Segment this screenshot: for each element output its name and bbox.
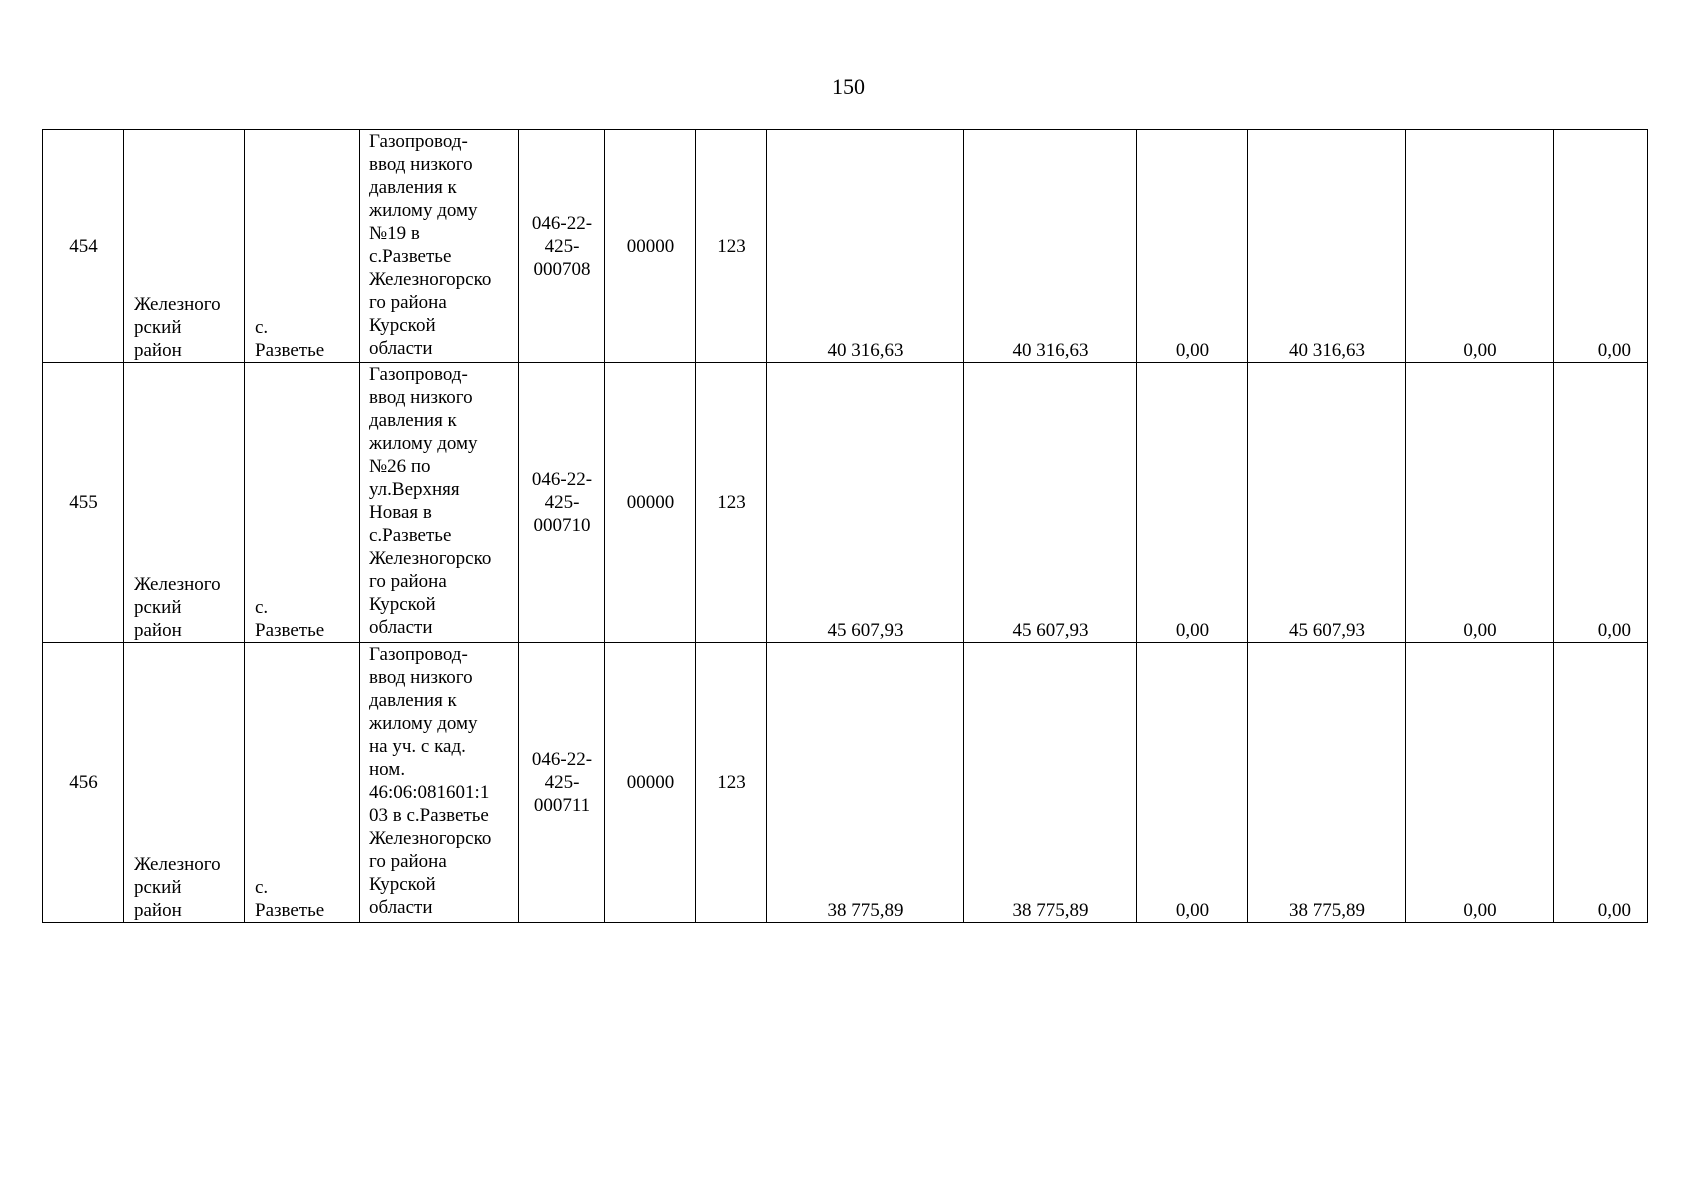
cell-okato: 00000	[605, 643, 696, 923]
assets-table	[42, 129, 1648, 923]
cell-district: Железного рский район	[124, 130, 245, 363]
page-number: 150	[832, 74, 865, 99]
cell-value-2: 38 775,89	[964, 643, 1137, 923]
cell-description: Газопровод- ввод низкого давления к жилому дому на уч. с кад. ном. 46:06:081601:1 03 в с.Разветье Железногорско го района Курской области	[360, 643, 519, 923]
cell-value-3: 0,00	[1137, 130, 1248, 363]
table-row	[43, 130, 1648, 363]
cell-okato: 00000	[605, 363, 696, 643]
cell-value-1: 38 775,89	[767, 643, 964, 923]
table-row	[43, 643, 1648, 923]
cell-value-4: 38 775,89	[1248, 643, 1406, 923]
cell-value-4: 40 316,63	[1248, 130, 1406, 363]
table-row	[43, 363, 1648, 643]
cell-value-2: 40 316,63	[964, 130, 1137, 363]
cell-kbk: 123	[696, 363, 767, 643]
cell-code: 046-22- 425- 000708	[519, 130, 605, 363]
cell-value-2: 45 607,93	[964, 363, 1137, 643]
cell-description: Газопровод- ввод низкого давления к жилому дому №19 в с.Разветье Железногорско го района Курской области	[360, 130, 519, 363]
cell-value-4: 45 607,93	[1248, 363, 1406, 643]
cell-okato: 00000	[605, 130, 696, 363]
cell-value-6: 0,00	[1554, 643, 1648, 923]
cell-number: 454	[43, 130, 124, 363]
cell-value-1: 45 607,93	[767, 363, 964, 643]
cell-locality: с. Разветье	[245, 643, 360, 923]
cell-locality: с. Разветье	[245, 363, 360, 643]
cell-number: 455	[43, 363, 124, 643]
cell-value-5: 0,00	[1406, 643, 1554, 923]
cell-district: Железного рский район	[124, 643, 245, 923]
cell-kbk: 123	[696, 130, 767, 363]
cell-value-6: 0,00	[1554, 130, 1648, 363]
cell-locality: с. Разветье	[245, 130, 360, 363]
cell-kbk: 123	[696, 643, 767, 923]
cell-value-6: 0,00	[1554, 363, 1648, 643]
cell-district: Железного рский район	[124, 363, 245, 643]
cell-code: 046-22- 425- 000710	[519, 363, 605, 643]
cell-code: 046-22- 425- 000711	[519, 643, 605, 923]
cell-value-3: 0,00	[1137, 363, 1248, 643]
cell-value-3: 0,00	[1137, 643, 1248, 923]
cell-value-5: 0,00	[1406, 363, 1554, 643]
cell-number: 456	[43, 643, 124, 923]
cell-description: Газопровод- ввод низкого давления к жилому дому №26 по ул.Верхняя Новая в с.Разветье Железногорско го района Курской области	[360, 363, 519, 643]
cell-value-5: 0,00	[1406, 130, 1554, 363]
cell-value-1: 40 316,63	[767, 130, 964, 363]
